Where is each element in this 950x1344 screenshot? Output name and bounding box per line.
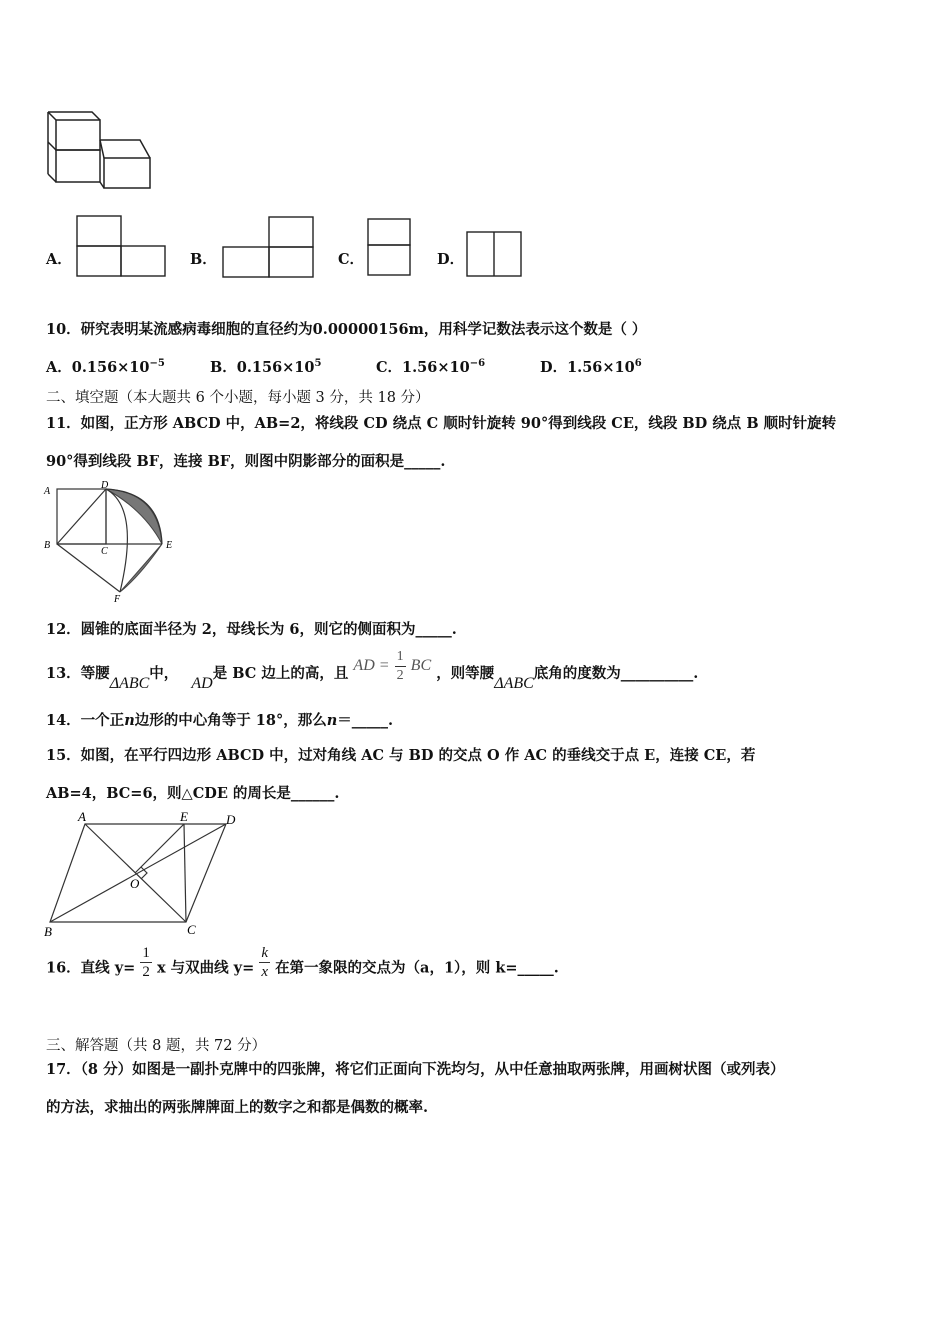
q16-fraction-1 [140,944,152,981]
q13-part-2: 中， [149,665,179,682]
section-2-heading: 二、填空题（本大题共 6 个小题，每小题 3 分，共 18 分） [46,390,430,406]
q14-part-2: 边形的中心角等于 18°，那么 [134,712,327,729]
q10-stem: 10．研究表明某流感病毒细胞的直径约为0.00000156m，用科学记数法表示这个数是（ ） [46,321,647,338]
q10-c-text: C．1.56×10 [376,358,470,376]
q17-line-2: 的方法，求抽出的两张牌牌面上的数字之和都是偶数的概率. [46,1099,429,1116]
q14-n: n [124,712,135,729]
q17-line-1: 17．（8 分）如图是一副扑克牌中的四张牌，将它们正面向下洗均匀，从中任意抽取两张牌，用画树状图（或列表） [46,1061,785,1078]
q14-part-1: 14．一个正 [46,712,125,729]
q11-label-b: B [44,540,51,551]
q13-part-4: ，则等腰 [436,665,495,682]
q15-label-d: D [226,812,236,827]
section-3-heading: 三、解答题（共 8 题，共 72 分） [46,1038,267,1054]
q15-label-o: O [130,876,140,891]
q10-option-a[interactable] [46,354,165,378]
q11-line-2: 90°得到线段 BF，连接 BF，则图中阴影部分的面积是_____. [46,453,446,470]
q10-option-b[interactable] [210,354,321,378]
q11-label-e: E [166,540,173,551]
q10-d-text: D．1.56×10 [540,358,635,376]
q10-c-exp: −6 [469,358,486,369]
q9-option-b-view[interactable] [222,216,316,278]
q13-frac-num: 1 [395,648,406,667]
q9-option-d-view[interactable] [466,231,526,279]
q10-option-d[interactable] [540,354,642,378]
q15-label-b: B [44,924,52,939]
q11-figure [40,480,180,604]
q13-triangle-1: ΔABC [109,675,150,692]
q13-equation [353,648,436,683]
q9-option-c-view[interactable] [367,218,413,278]
q13-triangle-2: ΔABC [494,675,534,692]
q10-b-text: B．0.156×10 [210,358,315,376]
q12-stem: 12．圆锥的底面半径为 2，母线长为 6，则它的侧面积为_____. [46,621,457,638]
q16-part-1: 16．直线 y= [46,959,136,977]
q15-label-a: A [78,810,86,824]
q14-n2: n [326,712,338,729]
q11-line-1: 11．如图，正方形 ABCD 中，AB=2，将线段 CD 绕点 C 顺时针旋转 90°得到线段 CE，线段 BD 绕点 B 顺时针旋转 [46,415,837,432]
q16-fraction-2 [259,944,270,981]
q14-stem [46,711,393,731]
q11-label-f: F [114,594,121,604]
q15-label-e: E [180,810,188,824]
q10-a-text: A．0.156×10 [46,358,150,376]
q9-option-c-label[interactable]: C． [338,251,365,268]
q13-part-3: 是 BC 边上的高，且 [212,665,349,682]
q16-f1-den: 2 [142,964,150,980]
q15-figure [40,810,240,940]
q13-part-1: 13．等腰 [46,665,110,682]
q10-a-exp: −5 [149,358,165,369]
q9-option-a-label[interactable]: A． [46,251,72,268]
q16-f2-den: x [261,964,268,980]
q16-stem [46,945,559,987]
q13-eq-right: BC [410,657,432,674]
q16-part-2: x 与双曲线 y= [156,959,255,977]
q9-option-b-label[interactable]: B． [190,251,217,268]
q14-part-3: ＝_____. [337,712,394,729]
q15-line-2: AB=4，BC=6，则△CDE 的周长是______. [46,785,340,802]
q13-frac-den: 2 [396,667,404,683]
q11-label-d: D [101,480,109,491]
q10-b-exp: 5 [314,358,322,369]
q9-option-d-label[interactable]: D． [437,251,465,268]
q13-ad: AD [191,675,213,692]
q13-part-5: 底角的度数为__________. [533,665,699,682]
q15-line-1: 15．如图，在平行四边形 ABCD 中，过对角线 AC 与 BD 的交点 O 作 AC 的垂线交于点 E，连接 CE，若 [46,747,756,764]
q16-f1-num: 1 [142,945,150,961]
q13-eq-left: AD = [353,657,390,674]
q11-label-a: A [44,486,51,497]
q9-option-a-view[interactable] [76,215,168,277]
q13-fraction [395,648,406,685]
q16-part-3: 在第一象限的交点为（a，1），则 k=_____. [275,959,559,977]
q13-stem [46,648,699,698]
q16-f2-num: k [261,945,268,961]
q11-label-c: C [101,546,108,557]
q10-d-exp: 6 [634,358,642,369]
q10-option-c[interactable] [376,354,485,378]
q15-label-c: C [187,922,196,937]
q9-solid-figure [44,110,156,192]
